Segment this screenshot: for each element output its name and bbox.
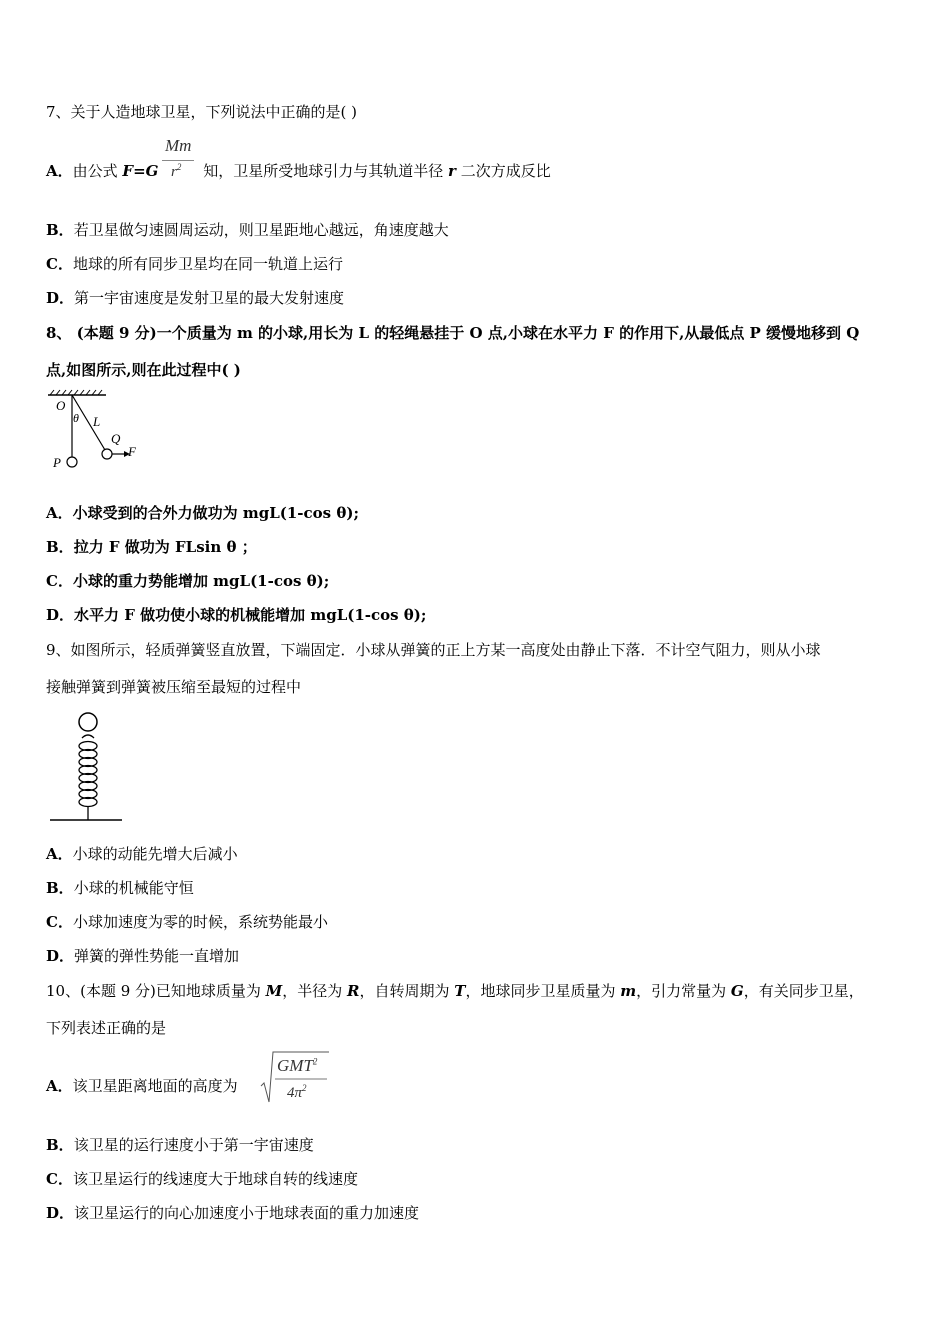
- q7-option-a: [46, 161, 551, 181]
- q8-option-c: C．小球的重力势能增加 mgL(1-cos θ);: [46, 572, 330, 590]
- q10-stem-line-2: 下列表述正确的是: [46, 1019, 167, 1037]
- label-l: L: [93, 414, 101, 429]
- q9-option-b: B．小球的机械能守恒: [46, 879, 194, 897]
- q10-option-a: A．该卫星距离地面的高度为: [46, 1077, 238, 1095]
- q9-stem-line-2: 接触弹簧到弹簧被压缩至最短的过程中: [46, 678, 302, 696]
- fraction-numerator: Mm: [165, 136, 192, 155]
- q10-option-c: C．该卫星运行的线速度大于地球自转的线速度: [46, 1170, 358, 1188]
- option-label: A．: [46, 162, 73, 180]
- pendulum-figure: [46, 390, 146, 475]
- variable-r: r: [448, 162, 456, 180]
- label-o: O: [56, 398, 66, 413]
- sqrt-denominator: $4\pi^2$: [287, 1083, 307, 1101]
- q7-stem: 7、关于人造地球卫星，下列说法中正确的是( ): [46, 103, 358, 121]
- option-text: 知，卫星所受地球引力与其轨道半径: [198, 162, 449, 180]
- q9-option-d: D．弹簧的弹性势能一直增加: [46, 947, 240, 965]
- q10-option-b: B．该卫星的运行速度小于第一宇宙速度: [46, 1136, 314, 1154]
- q9-stem-line-1: 9、如图所示，轻质弹簧竖直放置，下端固定．小球从弹簧的正上方某一高度处由静止下落．不计空气阻力，则从小球: [46, 641, 821, 659]
- q8-stem-line-2: 点,如图所示,则在此过程中( ): [46, 361, 241, 379]
- q7-option-d: D．第一宇宙速度是发射卫星的最大发射速度: [46, 289, 345, 307]
- q9-option-a: A．小球的动能先增大后减小: [46, 845, 238, 863]
- label-p: P: [53, 455, 61, 470]
- label-f: F: [128, 444, 136, 459]
- spring-figure: [48, 708, 128, 826]
- option-text: 由公式: [72, 162, 123, 180]
- q8-option-a: A．小球受到的合外力做功为 mgL(1-cos θ);: [46, 504, 359, 522]
- formula-g: G: [145, 162, 159, 180]
- q10-option-d: D．该卫星运行的向心加速度小于地球表面的重力加速度: [46, 1204, 420, 1222]
- label-theta: θ: [73, 411, 79, 425]
- q8-stem-line-1: 8、 (本题 9 分)一个质量为 m 的小球,用长为 L 的轻绳悬挂于 O 点,小球在水平力 F 的作用下,从最低点 P 缓慢地移到 Q: [46, 324, 860, 342]
- option-text: 二次方成反比: [455, 162, 551, 180]
- q7-option-c: C．地球的所有同步卫星均在同一轨道上运行: [46, 255, 343, 273]
- label-q: Q: [111, 431, 121, 446]
- q10-stem-line-1: 10、(本题 9 分)已知地球质量为 M，半径为 R，自转周期为 T，地球同步卫星质量为 m，引力常量为 G，有关同步卫星，: [46, 982, 864, 1000]
- sqrt-numerator: GMT$^2$: [277, 1056, 318, 1075]
- q8-option-b: B．拉力 F 做功为 FLsin θ ；: [46, 538, 257, 556]
- q8-option-d: D．水平力 F 做功使小球的机械能增加 mgL(1-cos θ);: [46, 606, 427, 624]
- fraction-denominator: $r^2$: [171, 162, 182, 180]
- formula-equals: =: [133, 162, 146, 180]
- formula-f: F: [122, 162, 134, 180]
- fraction-bar: [162, 160, 194, 161]
- q9-option-c: C．小球加速度为零的时候，系统势能最小: [46, 913, 328, 931]
- q7-option-b: B．若卫星做匀速圆周运动，则卫星距地心越远，角速度越大: [46, 221, 449, 239]
